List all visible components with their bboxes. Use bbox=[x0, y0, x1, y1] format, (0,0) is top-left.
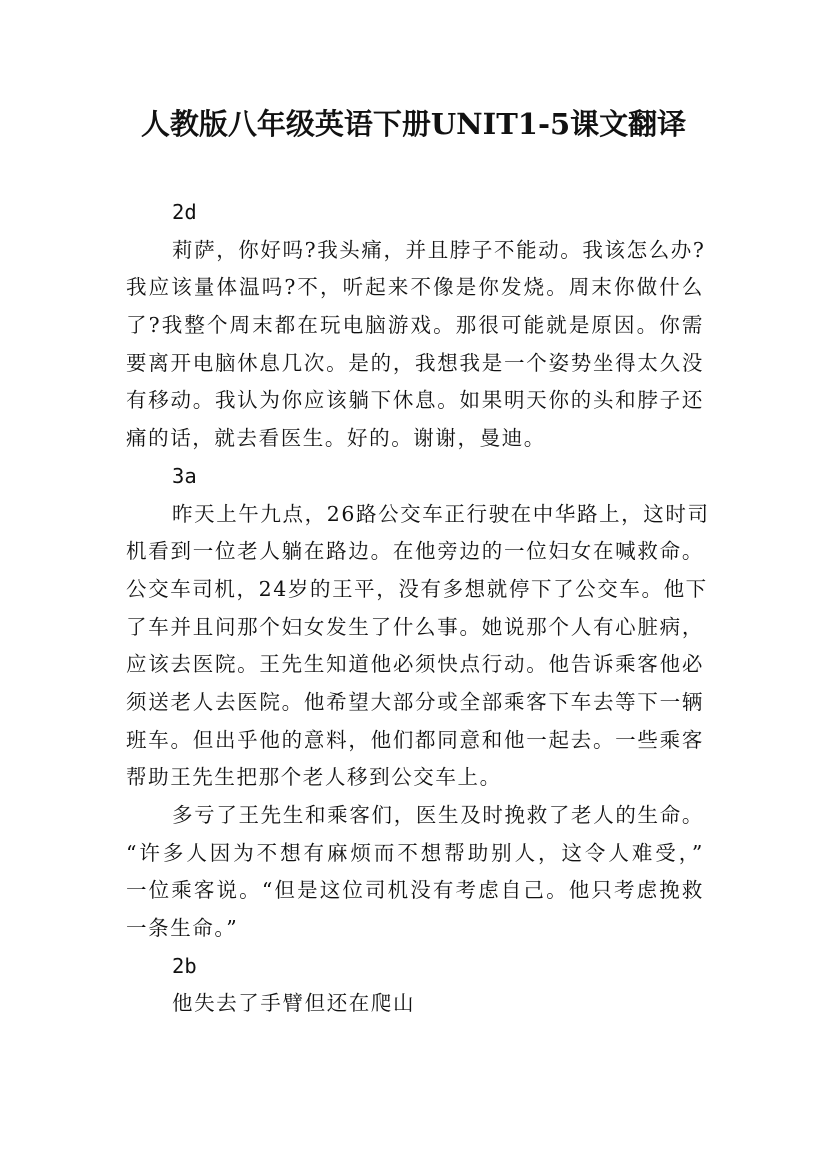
paragraph-line: 昨天上午九点，26路公交车正行驶在中华路上，这时司 bbox=[172, 501, 710, 526]
paragraph-line: 多亏了王先生和乘客们，医生及时挽救了老人的生命。 bbox=[172, 803, 704, 827]
paragraph-line: 我应该量体温吗?不，听起来不像是你发烧。周末你做什么 bbox=[126, 275, 704, 300]
paragraph-line: 了?我整个周末都在玩电脑游戏。那很可能就是原因。你需 bbox=[126, 313, 704, 338]
section-heading-3a: 3a bbox=[172, 463, 197, 488]
paragraph-line: 机看到一位老人躺在路边。在他旁边的一位妇女在喊救命。 bbox=[126, 539, 704, 564]
paragraph-line: “许多人因为不想有麻烦而不想帮助别人，这令人难受，” bbox=[126, 840, 704, 865]
paragraph-line: 有移动。我认为你应该躺下休息。如果明天你的头和脖子还 bbox=[126, 388, 704, 413]
paragraph-line: 须送老人去医院。他希望大部分或全部乘客下车去等下一辆 bbox=[126, 689, 704, 714]
document-title: 人教版八年级英语下册UNIT1-5课文翻译 bbox=[140, 107, 687, 141]
paragraph-line: 了车并且问那个妇女发生了什么事。她说那个人有心脏病， bbox=[126, 614, 704, 639]
paragraph-line: 他失去了手臂但还在爬山 bbox=[172, 991, 416, 1016]
paragraph-line: 应该去医院。王先生知道他必须快点行动。他告诉乘客他必 bbox=[126, 652, 704, 677]
paragraph-line: 帮助王先生把那个老人移到公交车上。 bbox=[126, 765, 502, 790]
paragraph-line: 莉萨，你好吗?我头痛，并且脖子不能动。我该怎么办? bbox=[172, 237, 706, 262]
paragraph-line: 一位乘客说。“但是这位司机没有考虑自己。他只考虑挽救 bbox=[126, 878, 704, 903]
document-body bbox=[126, 194, 710, 1023]
paragraph-line: 班车。但出乎他的意料，他们都同意和他一起去。一些乘客 bbox=[126, 727, 704, 752]
section-heading-2b: 2b bbox=[172, 953, 197, 978]
paragraph-line: 要离开电脑休息几次。是的，我想我是一个姿势坐得太久没 bbox=[126, 350, 704, 375]
paragraph-line: 一条生命。” bbox=[126, 916, 239, 941]
paragraph-line: 公交车司机，24岁的王平，没有多想就停下了公交车。他下 bbox=[126, 576, 708, 601]
paragraph-line: 痛的话，就去看医生。好的。谢谢，曼迪。 bbox=[126, 426, 546, 451]
section-heading-2d: 2d bbox=[172, 200, 197, 224]
